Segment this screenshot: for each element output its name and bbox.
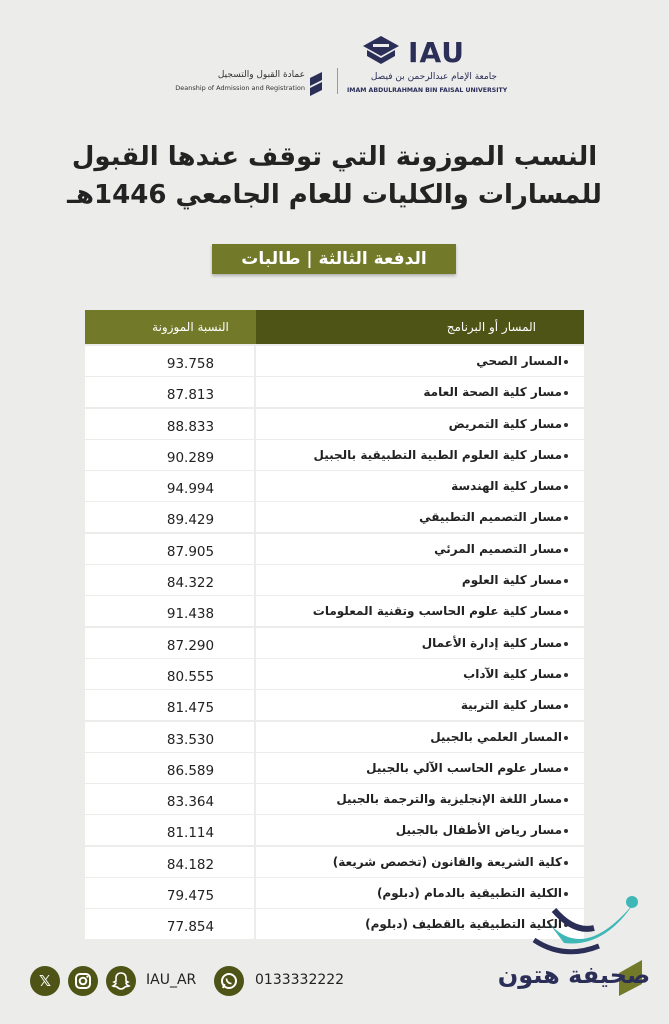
row-program: مسار اللغة الإنجليزية والترجمة بالجبيل [336,792,562,807]
table-header-score: النسبة الموزونة [85,310,256,344]
university-logo [347,30,508,100]
row-program: الكلية التطبيقية بالقطيف (دبلوم) [365,917,562,932]
row-score: 87.905 [166,543,215,560]
table-header [85,310,584,344]
bullet-icon [564,736,568,740]
table-row [85,815,584,845]
row-program: المسار الصحي [476,354,562,368]
watermark-text: صحيفة هتون [497,961,651,989]
row-program: الكلية التطبيقية بالدمام (دبلوم) [376,886,562,901]
bullet-icon [564,454,568,458]
row-program: مسار كلية العلوم [461,573,562,588]
table-row [85,722,584,752]
row-divider [254,909,256,939]
table-row [85,753,584,783]
row-program: مسار كلية إدارة الأعمال [421,635,562,650]
deanship-name-ar: عمادة القبول والتسجيل [217,70,305,80]
row-score: 83.364 [166,794,215,811]
row-program: مسار رياض الأطفال بالجبيل [395,823,562,838]
logo-divider [337,68,338,94]
row-score: 94.994 [166,481,215,498]
table-row [85,502,584,532]
row-score: 84.182 [166,856,215,873]
page-title-line2: للمسارات والكليات للعام الجامعي 1446هـ [67,180,602,210]
university-name-en: IMAM ABDULRAHMAN BIN FAISAL UNIVERSITY [347,87,508,94]
whatsapp-icon[interactable] [214,966,244,996]
row-divider [254,847,256,877]
table-row [85,878,584,908]
x-icon[interactable]: 𝕏 [30,966,60,996]
row-score: 84.322 [166,575,215,592]
row-score: 80.555 [166,668,215,685]
row-divider [254,565,256,595]
row-divider [254,440,256,470]
table-row [85,440,584,470]
row-divider [254,878,256,908]
row-program: مسار علوم الحاسب الآلي بالجبيل [366,760,562,775]
row-program: مسار التصميم التطبيقي [419,510,562,525]
university-logo-text: IAU [408,36,465,69]
row-score: 87.813 [166,387,215,404]
row-divider [254,659,256,689]
row-score: 86.589 [166,762,215,779]
table-row [85,377,584,407]
bullet-icon [564,767,568,771]
table-row [85,909,584,939]
deanship-emblem-icon [308,70,324,96]
table-row [85,690,584,720]
table-row [85,409,584,439]
row-score: 91.438 [166,606,215,623]
row-score: 81.475 [166,700,215,717]
row-divider [254,409,256,439]
row-divider [254,628,256,658]
table-row [85,346,584,376]
row-divider [254,346,256,376]
row-program: مسار كلية الهندسة [451,479,562,494]
table-row [85,565,584,595]
table-body [85,346,584,941]
row-score: 93.758 [166,356,215,372]
snapchat-icon[interactable] [106,966,136,996]
row-program: مسار التصميم المرئي [434,541,562,556]
bullet-icon [564,423,568,427]
deanship-name-en: Deanship of Admission and Registration [175,84,305,92]
table-row [85,471,584,501]
row-score: 90.289 [166,449,215,466]
row-score: 83.530 [166,731,215,748]
table-row [85,847,584,877]
table-header-program: المسار أو البرنامج [256,310,584,344]
row-program: كلية الشريعة والقانون (تخصص شريعة) [332,854,562,869]
row-divider [254,815,256,845]
bullet-icon [564,548,568,552]
phone-number[interactable]: 0133332222 [255,972,345,988]
row-divider [254,690,256,720]
row-program: مسار كلية علوم الحاسب وتقنية المعلومات [312,604,562,619]
row-program: مسار كلية التربية [460,698,562,713]
bullet-icon [564,360,568,364]
bullet-icon [564,642,568,646]
row-divider [254,722,256,752]
row-program: مسار كلية الصحة العامة [423,385,562,400]
row-divider [254,471,256,501]
row-program: مسار كلية التمريض [448,416,562,431]
bullet-icon [564,861,568,865]
row-score: 81.114 [166,825,215,842]
row-score: 88.833 [166,418,215,435]
table-row [85,596,584,626]
row-program: مسار كلية الآداب [463,666,562,681]
row-divider [254,596,256,626]
row-divider [254,784,256,814]
university-name-ar: جامعة الإمام عبدالرحمن بن فيصل [370,72,497,82]
deanship-logo [170,70,330,100]
hatoon-watermark-logo [497,888,654,1008]
batch-label: الدفعة الثالثة | طالبات [212,244,456,274]
table-row [85,784,584,814]
row-program: المسار العلمي بالجبيل [430,729,562,744]
bullet-icon [564,673,568,677]
row-program: مسار كلية العلوم الطبية التطبيقية بالجبيل [313,447,562,462]
row-score: 89.429 [166,512,215,529]
university-emblem-icon [361,34,401,68]
table-row [85,659,584,689]
row-divider [254,377,256,407]
instagram-icon[interactable] [68,966,98,996]
row-score: 87.290 [166,637,215,654]
table-row [85,628,584,658]
row-divider [254,534,256,564]
row-divider [254,502,256,532]
page-title-line1: النسب الموزونة التي توقف عندها القبول [71,142,598,172]
social-handle[interactable]: IAU_AR [146,972,197,988]
row-score: 79.475 [166,888,215,905]
row-divider [254,753,256,783]
row-score: 77.854 [166,919,215,936]
table-row [85,534,584,564]
